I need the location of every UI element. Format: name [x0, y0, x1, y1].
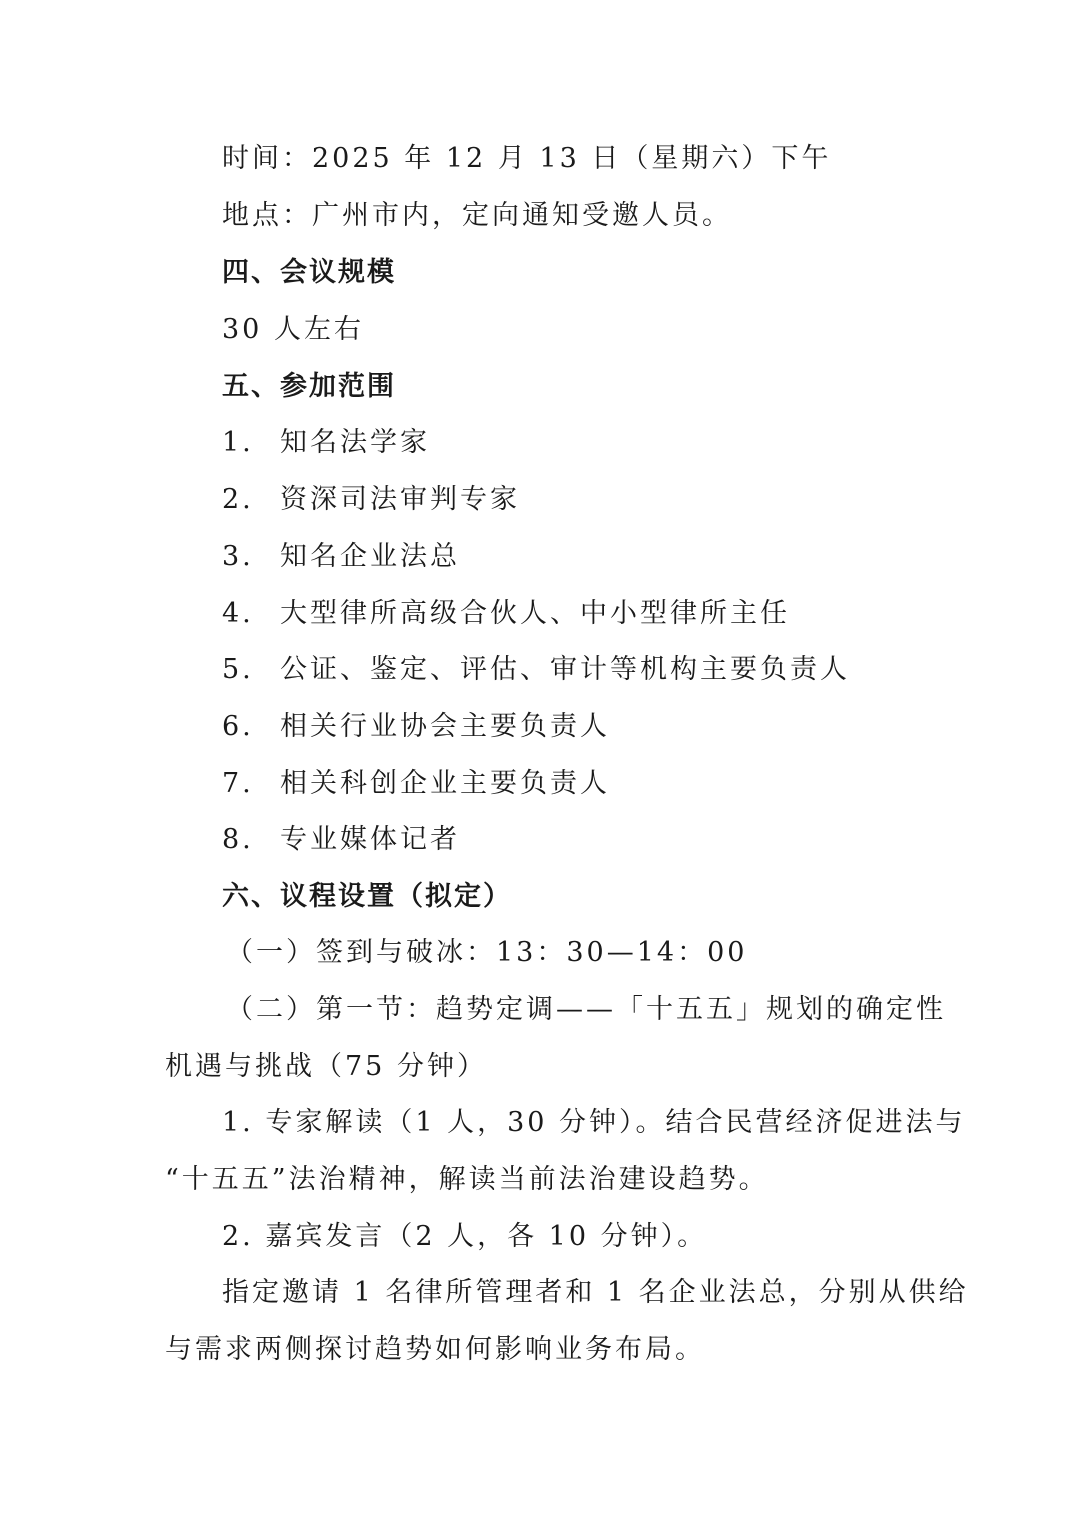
list-item-number: 8. [222, 824, 254, 855]
list-item-number: 1. [222, 427, 254, 458]
list-item-number: 5. [222, 654, 254, 685]
guest-note-line-2: 与需求两侧探讨趋势如何影响业务布局。 [165, 1334, 705, 1365]
time-line: 时间：2025 年 12 月 13 日（星期六）下午 [222, 143, 832, 174]
list-item-text: 相关科创企业主要负责人 [280, 768, 610, 799]
list-item-text: 相关行业协会主要负责人 [280, 711, 610, 742]
section-4-text: 30 人左右 [222, 314, 364, 345]
section-5-heading: 五、参加范围 [222, 371, 396, 402]
expert-talk-line-1: 1. 专家解读（1 人，30 分钟）。结合民营经济促进法与 [222, 1107, 966, 1138]
section-4-heading: 四、会议规模 [222, 257, 396, 288]
list-item [222, 653, 922, 687]
list-item-number: 7. [222, 768, 254, 799]
place-line: 地点：广州市内，定向通知受邀人员。 [222, 200, 732, 231]
list-item-text: 知名法学家 [280, 427, 430, 458]
list-item-number: 2. [222, 484, 254, 515]
list-item [222, 710, 922, 744]
list-item-text: 大型律所高级合伙人、中小型律所主任 [280, 598, 790, 629]
list-item-text: 资深司法审判专家 [280, 484, 520, 515]
list-item [222, 767, 922, 801]
agenda-item-2-line-2: 机遇与挑战（75 分钟） [165, 1051, 487, 1082]
list-item [222, 540, 922, 574]
list-item [222, 483, 922, 517]
list-item-number: 6. [222, 711, 254, 742]
agenda-item-2-line-1: （二）第一节：趋势定调——「十五五」规划的确定性 [226, 994, 946, 1025]
list-item-text: 知名企业法总 [280, 541, 460, 572]
guest-speech: 2. 嘉宾发言（2 人，各 10 分钟）。 [222, 1221, 708, 1252]
list-item [222, 426, 922, 460]
agenda-item-1: （一）签到与破冰：13：30—14：00 [226, 937, 748, 968]
list-item-text: 专业媒体记者 [280, 824, 460, 855]
list-item-number: 4. [222, 598, 254, 629]
list-item-number: 3. [222, 541, 254, 572]
list-item [222, 823, 922, 857]
list-item [222, 597, 922, 631]
section-6-heading: 六、议程设置（拟定） [222, 881, 512, 912]
guest-note-line-1: 指定邀请 1 名律所管理者和 1 名企业法总，分别从供给 [222, 1277, 969, 1308]
expert-talk-line-2: “十五五”法治精神，解读当前法治建设趋势。 [165, 1164, 769, 1195]
list-item-text: 公证、鉴定、评估、审计等机构主要负责人 [280, 654, 850, 685]
